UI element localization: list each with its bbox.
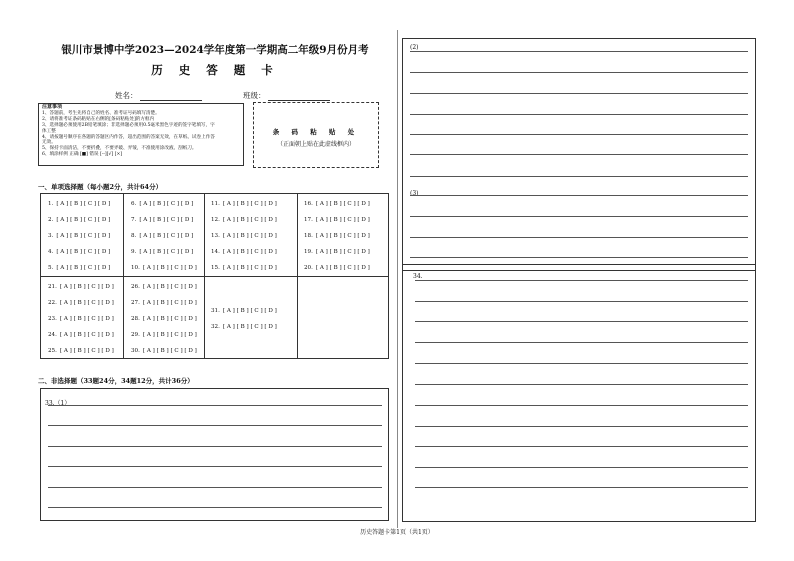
q3-label: (3) [410, 190, 419, 197]
answer-line[interactable] [410, 51, 748, 52]
choice-options[interactable]: [ A ] [ B ] [ C ] [ D ] [142, 316, 197, 322]
choice-options[interactable]: [ A ] [ B ] [ C ] [ D ] [222, 308, 277, 314]
barcode-hint: （正面朝上贴在此虚线框内） [276, 141, 355, 148]
choice-options[interactable]: [ A ] [ B ] [ C ] [ D ] [315, 249, 370, 255]
answer-line[interactable] [415, 342, 748, 343]
answer-line[interactable] [410, 257, 748, 258]
choice-options[interactable]: [ A ] [ B ] [ C ] [ D ] [59, 348, 114, 354]
choice-options[interactable]: [ A ] [ B ] [ C ] [ D ] [139, 217, 194, 223]
page-footer: 历史答题卡第1页（共1页） [360, 529, 434, 536]
answer-line[interactable] [410, 154, 748, 155]
choice-question[interactable] [131, 300, 197, 306]
choice-options[interactable]: [ A ] [ B ] [ C ] [ D ] [142, 348, 197, 354]
question-number: 12. [211, 217, 220, 223]
answer-line[interactable] [48, 446, 382, 447]
question-number: 23. [48, 316, 57, 322]
question-number: 5. [48, 265, 54, 271]
choice-question[interactable] [48, 201, 110, 207]
choice-options[interactable]: [ A ] [ B ] [ C ] [ D ] [56, 201, 111, 207]
choice-options[interactable]: [ A ] [ B ] [ C ] [ D ] [315, 217, 370, 223]
question-number: 18. [304, 233, 313, 239]
question-number: 29. [131, 332, 140, 338]
choice-options[interactable]: [ A ] [ B ] [ C ] [ D ] [222, 201, 277, 207]
question-number: 10. [131, 265, 140, 271]
question-number: 6. [131, 201, 137, 207]
answer-line[interactable] [410, 216, 748, 217]
choice-question[interactable] [48, 217, 110, 223]
answer-line[interactable] [410, 195, 748, 196]
notice-line: 1、答题前，考生先将自己的姓名、准考证号码填写清楚。 [42, 110, 160, 116]
section-separator [402, 264, 756, 265]
question-number: 27. [131, 300, 140, 306]
question-number: 2. [48, 217, 54, 223]
question-number: 9. [131, 249, 137, 255]
question-number: 8. [131, 233, 137, 239]
question-number: 11. [211, 201, 220, 207]
choice-options[interactable]: [ A ] [ B ] [ C ] [ D ] [142, 332, 197, 338]
notice-line: 3、选择题必须使用2B铅笔填涂；非选择题必须用0.5毫米黑色字迹的签字笔填写，字 [42, 122, 215, 128]
answer-line[interactable] [48, 507, 382, 508]
choice-question[interactable] [48, 249, 110, 255]
choice-question[interactable] [48, 348, 114, 354]
choice-options[interactable]: [ A ] [ B ] [ C ] [ D ] [315, 233, 370, 239]
choice-question[interactable] [48, 332, 114, 338]
answer-line[interactable] [415, 467, 748, 468]
answer-box-33 [40, 388, 389, 521]
q2-label: (2) [410, 44, 419, 51]
question-number: 20. [304, 265, 313, 271]
choice-question[interactable] [211, 265, 277, 271]
choice-question[interactable] [48, 265, 110, 271]
choice-question[interactable] [131, 332, 197, 338]
choice-options[interactable]: [ A ] [ B ] [ C ] [ D ] [222, 324, 277, 330]
question-number: 4. [48, 249, 54, 255]
question-number: 26. [131, 284, 140, 290]
barcode-area[interactable] [253, 102, 379, 168]
notice-line: 5、保持卡面清洁，不要折叠，不要弄破、弄皱，不准使用涂改液、刮纸刀。 [42, 146, 197, 152]
choice-options[interactable]: [ A ] [ B ] [ C ] [ D ] [59, 284, 114, 290]
choice-options[interactable]: [ A ] [ B ] [ C ] [ D ] [139, 201, 194, 207]
choice-question[interactable] [131, 265, 197, 271]
barcode-title: 条 码 粘 贴 处 [272, 128, 360, 136]
question-number: 25. [48, 348, 57, 354]
answer-line[interactable] [410, 237, 748, 238]
answer-line[interactable] [415, 321, 748, 322]
card-title: 银川市景博中学2023—2024学年度第一学期高二年级9月份月考 [61, 44, 369, 56]
choice-options[interactable]: [ A ] [ B ] [ C ] [ D ] [222, 217, 277, 223]
question-number: 17. [304, 217, 313, 223]
answer-line[interactable] [415, 363, 748, 364]
answer-line[interactable] [410, 72, 748, 73]
q33-label: 33.（1） [45, 400, 71, 407]
notice-line: 无效。 [42, 140, 56, 146]
answer-line[interactable] [415, 280, 748, 281]
question-number: 31. [211, 308, 220, 314]
question-number: 19. [304, 249, 313, 255]
choice-options[interactable]: [ A ] [ B ] [ C ] [ D ] [315, 201, 370, 207]
choice-question[interactable] [304, 217, 370, 223]
question-number: 16. [304, 201, 313, 207]
question-number: 32. [211, 324, 220, 330]
choice-question[interactable] [48, 300, 114, 306]
class-line[interactable] [268, 92, 330, 101]
choice-options[interactable]: [ A ] [ B ] [ C ] [ D ] [59, 332, 114, 338]
choice-options[interactable]: [ A ] [ B ] [ C ] [ D ] [59, 300, 114, 306]
answer-line[interactable] [415, 487, 748, 488]
answer-line[interactable] [410, 93, 748, 94]
answer-line[interactable] [48, 405, 382, 406]
answer-line[interactable] [48, 487, 382, 488]
choice-question[interactable] [304, 233, 370, 239]
question-number: 7. [131, 217, 137, 223]
answer-line[interactable] [415, 405, 748, 406]
choice-options[interactable]: [ A ] [ B ] [ C ] [ D ] [56, 249, 111, 255]
choice-question[interactable] [304, 265, 370, 271]
question-number: 14. [211, 249, 220, 255]
choice-options[interactable]: [ A ] [ B ] [ C ] [ D ] [59, 316, 114, 322]
answer-line[interactable] [415, 426, 748, 427]
choice-question[interactable] [211, 324, 277, 330]
choice-options[interactable]: [ A ] [ B ] [ C ] [ D ] [222, 249, 277, 255]
choice-question[interactable] [131, 249, 193, 255]
page-divider [397, 30, 398, 528]
section1-title: 一、单项选择题（每小题2分，共计64分） [38, 183, 163, 191]
answer-line[interactable] [415, 446, 748, 447]
notice-line: 2、请将准考证条码粘贴在右侧的[条码粘贴处]的方框内 [42, 116, 155, 122]
notice-title: 注意事项 [42, 104, 63, 110]
answer-line[interactable] [415, 301, 748, 302]
choice-options[interactable]: [ A ] [ B ] [ C ] [ D ] [56, 217, 111, 223]
question-number: 21. [48, 284, 57, 290]
choice-options[interactable]: [ A ] [ B ] [ C ] [ D ] [142, 265, 197, 271]
answer-line[interactable] [415, 384, 748, 385]
question-number: 24. [48, 332, 57, 338]
choice-question[interactable] [131, 348, 197, 354]
name-field [115, 90, 202, 101]
choice-question[interactable] [304, 249, 370, 255]
choice-question[interactable] [304, 201, 370, 207]
question-number: 3. [48, 233, 54, 239]
choice-question[interactable] [131, 201, 193, 207]
choice-options[interactable]: [ A ] [ B ] [ C ] [ D ] [315, 265, 370, 271]
question-number: 1. [48, 201, 54, 207]
question-number: 15. [211, 265, 220, 271]
question-number: 30. [131, 348, 140, 354]
name-label: 姓名： [115, 91, 138, 100]
choice-question[interactable] [131, 284, 197, 290]
class-field [243, 90, 330, 101]
choice-question[interactable] [211, 233, 277, 239]
choice-options[interactable]: [ A ] [ B ] [ C ] [ D ] [222, 265, 277, 271]
choice-question[interactable] [211, 201, 277, 207]
choice-options[interactable]: [ A ] [ B ] [ C ] [ D ] [222, 233, 277, 239]
choice-options[interactable]: [ A ] [ B ] [ C ] [ D ] [56, 233, 111, 239]
name-line[interactable] [140, 92, 202, 101]
choice-question[interactable] [48, 284, 114, 290]
card-subtitle: 历 史 答 题 卡 [151, 63, 279, 77]
choice-question[interactable] [131, 316, 197, 322]
question-number: 22. [48, 300, 57, 306]
answer-line[interactable] [410, 176, 748, 177]
choice-options[interactable]: [ A ] [ B ] [ C ] [ D ] [142, 300, 197, 306]
notice-line: 6、填涂样例 正确 [■] 错误 [--][√] [×] [42, 152, 123, 158]
q34-label: 34. [413, 273, 423, 280]
choice-question[interactable] [211, 249, 277, 255]
choice-question[interactable] [131, 233, 193, 239]
choice-options[interactable]: [ A ] [ B ] [ C ] [ D ] [139, 233, 194, 239]
question-number: 28. [131, 316, 140, 322]
answer-line[interactable] [410, 114, 748, 115]
choice-question[interactable] [48, 316, 114, 322]
choice-options[interactable]: [ A ] [ B ] [ C ] [ D ] [56, 265, 111, 271]
answer-line[interactable] [410, 134, 748, 135]
section2-title: 二、非选择题（33题24分，34题12分，共计36分） [38, 377, 194, 385]
notice-line: 4、请按题号顺序在各题的答题区内作答，超出范围的答案无效，在草纸、试卷上作答 [42, 134, 215, 140]
notice-line: 体工整 [42, 128, 56, 134]
choice-question[interactable] [48, 233, 110, 239]
choice-options[interactable]: [ A ] [ B ] [ C ] [ D ] [139, 249, 194, 255]
choice-question[interactable] [131, 217, 193, 223]
choice-options[interactable]: [ A ] [ B ] [ C ] [ D ] [142, 284, 197, 290]
question-number: 13. [211, 233, 220, 239]
class-label: 班级： [243, 91, 266, 100]
section-separator [402, 270, 756, 271]
choice-question[interactable] [211, 308, 277, 314]
answer-line[interactable] [48, 466, 382, 467]
notice-box [38, 103, 244, 166]
answer-line[interactable] [48, 425, 382, 426]
choice-question[interactable] [211, 217, 277, 223]
